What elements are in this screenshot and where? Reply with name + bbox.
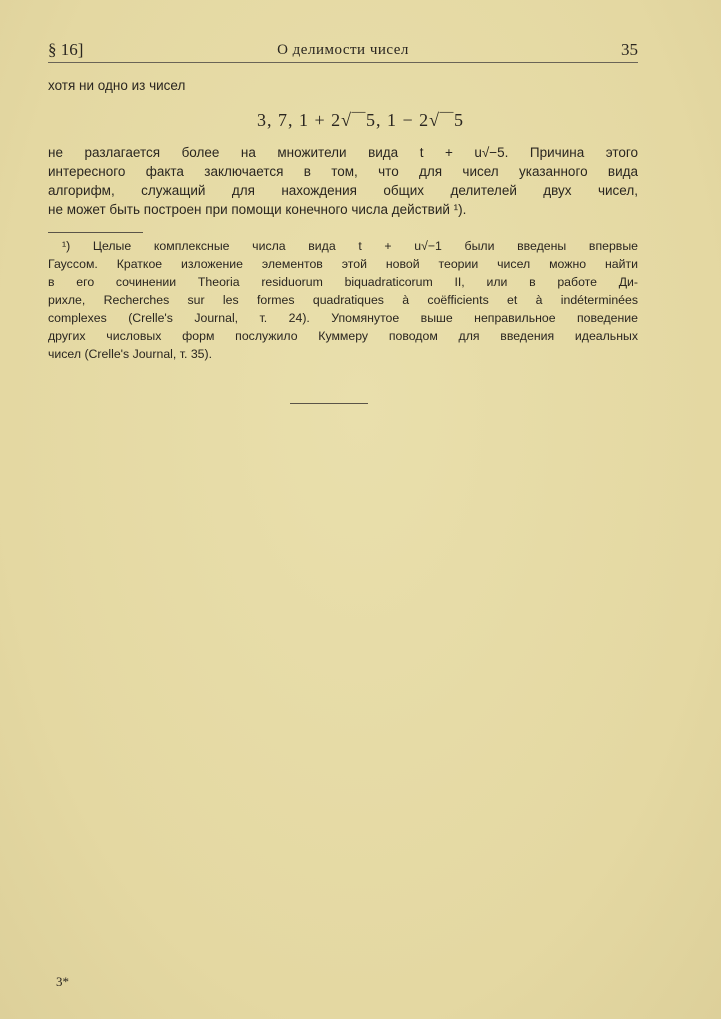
body-line: интересного факта заключается в том, что для чисел указанного вида — [48, 164, 638, 179]
body-line: не разлагается более на множители вида t + u√−5. Причина этого — [48, 145, 638, 160]
page-title: О делимости чисел — [277, 42, 409, 58]
footnote-line: других числовых форм послужило Куммеру поводом для введения идеальных — [48, 329, 638, 343]
running-header — [48, 38, 638, 63]
page-number: 35 — [621, 40, 638, 59]
footnote-separator — [48, 232, 143, 233]
signature-mark: 3* — [56, 974, 69, 989]
section-number: § 16] — [48, 40, 84, 59]
footnote-line: чисел (Crelle's Journal, т. 35). — [48, 347, 213, 361]
footnote-line: ¹) Целые комплексные числа вида t + u√−1 были введены впервые — [62, 239, 638, 253]
footnote-line: Гауссом. Краткое изложение элементов этой новой теории чисел можно найти — [48, 257, 638, 271]
footnote-line: complexes (Crelle's Journal, т. 24). Упомянутое выше неправильное поведение — [48, 311, 638, 325]
footnote-line: в его сочинении Theoria residuorum biquadraticorum II, или в работе Ди- — [48, 275, 638, 289]
end-rule — [290, 403, 368, 404]
formula: 3, 7, 1 + 2√‾‾5, 1 − 2√‾‾5 — [256, 110, 465, 130]
body-line: алгорифм, служащий для нахождения общих делителей двух чисел, — [48, 183, 638, 198]
body-line: не может быть построен при помощи конечного числа действий ¹). — [48, 202, 467, 217]
body-line: хотя ни одно из чисел — [48, 78, 186, 93]
footnote-line: рихле, Recherches sur les formes quadratiques à coëfficients et à indéterminées — [48, 293, 638, 307]
